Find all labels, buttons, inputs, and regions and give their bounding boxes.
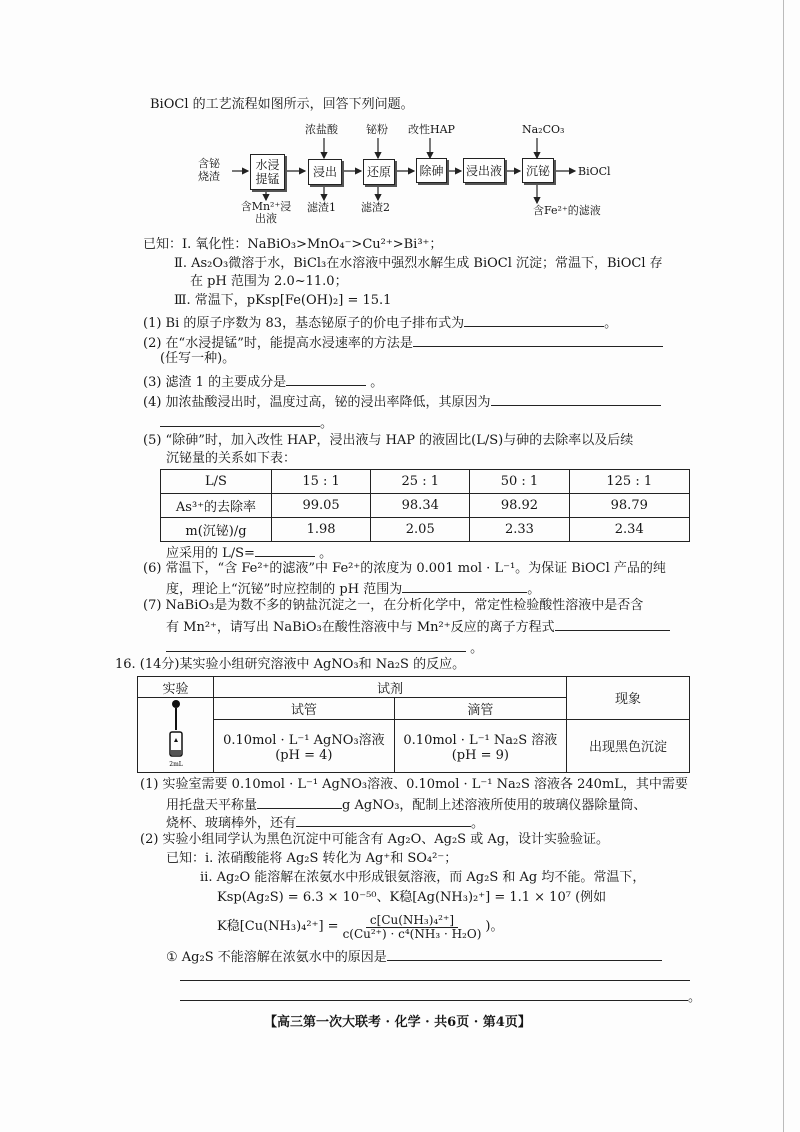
question-2-note: (任写一种)。 bbox=[160, 351, 236, 366]
row-label: As³⁺的去除率 bbox=[161, 494, 272, 518]
answer-blank[interactable] bbox=[296, 812, 471, 827]
question-6: (6) 常温下，“含 Fe²⁺的滤液”中 Fe²⁺的浓度为 0.001 mol · L⁻¹。为保证 BiOCl 产品的纯 bbox=[143, 561, 666, 576]
table-header-row bbox=[161, 470, 690, 494]
question-6-cont: 度，理论上“沉铋”时应控制的 pH 范围为 。 bbox=[166, 578, 540, 599]
q16-part-1-cont2: 烧杯、玻璃棒外，还有 。 bbox=[166, 812, 484, 833]
header-experiment: 实验 bbox=[138, 677, 214, 698]
answer-blank[interactable] bbox=[413, 332, 663, 347]
table-cell: 2.34 bbox=[569, 518, 689, 542]
output-residue-1: 滤渣1 bbox=[307, 201, 336, 214]
answer-blank[interactable] bbox=[464, 312, 604, 327]
table-cell: 98.79 bbox=[569, 494, 689, 518]
q16-question-1: ① Ag₂S 不能溶解在浓氨水中的原因是 bbox=[166, 946, 662, 967]
flow-step-leachate: 浸出液 bbox=[463, 158, 505, 183]
table-cell: 99.05 bbox=[272, 494, 371, 518]
flow-input: 含铋 烧渣 bbox=[198, 157, 220, 183]
answer-blank[interactable] bbox=[555, 616, 670, 631]
q16-known-i: 已知：ⅰ. 浓硝酸能将 Ag₂S 转化为 Ag⁺和 SO₄²⁻； bbox=[166, 851, 458, 866]
answer-blank[interactable] bbox=[160, 412, 320, 427]
known-1: 已知：Ⅰ. 氧化性：NaBiO₃>MnO₄⁻>Cu²⁺>Bi³⁺； bbox=[143, 237, 443, 252]
question-2: (2) 在“水浸提锰”时，能提高水浸速率的方法是 bbox=[143, 332, 663, 353]
table-header-row bbox=[138, 677, 690, 698]
answer-line bbox=[180, 966, 690, 987]
flow-step-precipitate-bi: 沉铋 bbox=[522, 158, 554, 183]
dropper-reagent: 0.10mol · L⁻¹ Na₂S 溶液 (pH = 9) bbox=[394, 719, 566, 772]
dropper-tube-icon bbox=[161, 698, 191, 768]
answer-blank[interactable] bbox=[166, 637, 466, 652]
question-1: (1) Bi 的原子序数为 83，基态铋原子的价电子排布式为 。 bbox=[143, 312, 617, 333]
header-test-tube: 试管 bbox=[214, 698, 395, 720]
q16-part-1-cont: 用托盘天平称量 g AgNO₃，配制上述溶液所使用的玻璃仪器除量筒、 bbox=[166, 794, 646, 815]
header-cell: L/S bbox=[161, 470, 272, 494]
question-16-title: 16. (14分)某实验小组研究溶液中 AgNO₃和 Na₂S 的反应。 bbox=[115, 657, 466, 672]
question-4-cont: 。 bbox=[160, 412, 333, 433]
question-5: (5) “除砷”时，加入改性 HAP，浸出液与 HAP 的液固比(L/S)与砷的去除率以及后续 bbox=[143, 433, 634, 448]
reagent-bi-powder: 铋粉 bbox=[366, 123, 388, 136]
flow-product: BiOCl bbox=[578, 165, 611, 178]
answer-blank[interactable] bbox=[257, 794, 342, 809]
answer-blank[interactable] bbox=[286, 371, 366, 386]
table-cell: 2.05 bbox=[371, 518, 470, 542]
question-4: (4) 加浓盐酸浸出时，温度过高，铋的浸出率降低，其原因为 bbox=[143, 391, 661, 412]
table-cell: 2.33 bbox=[470, 518, 569, 542]
answer-blank[interactable] bbox=[255, 542, 315, 557]
tube-reagent: 0.10mol · L⁻¹ AgNO₃溶液 (pH = 4) bbox=[214, 719, 395, 772]
q16-stability-formula: K稳[Cu(NH₃)₄²⁺] = $\frac{\text{c[Cu(NH₃)₄²⁺]}}{\text{c(Cu²⁺) · c⁴(NH₃ · H₂O)}}$ )。 bbox=[217, 912, 504, 941]
flow-step-reduce: 还原 bbox=[363, 159, 395, 185]
experiment-table bbox=[137, 676, 690, 773]
table-cell: 98.34 bbox=[371, 494, 470, 518]
known-2: Ⅱ. As₂O₃微溶于水，BiCl₃在水溶液中强烈水解生成 BiOCl 沉淀；常温下，BiOCl 存 bbox=[174, 256, 663, 271]
table-row bbox=[161, 518, 690, 542]
output-fe-filtrate: 含Fe²⁺的滤液 bbox=[533, 204, 601, 217]
question-7-cont2: 。 bbox=[166, 637, 483, 658]
header-cell: 50 : 1 bbox=[470, 470, 569, 494]
table-row bbox=[161, 494, 690, 518]
header-phenomenon: 现象 bbox=[567, 677, 690, 720]
q16-constants: Ksp(Ag₂S) = 6.3 × 10⁻⁵⁰、K稳[Ag(NH₃)₂⁺] = 1.1 × 10⁷ (例如 bbox=[217, 890, 607, 905]
known-2-cont: 在 pH 范围为 2.0~11.0； bbox=[190, 274, 348, 289]
table-cell: 1.98 bbox=[272, 518, 371, 542]
answer-blank[interactable] bbox=[491, 391, 661, 406]
question-5-answer: 应采用的 L/S= 。 bbox=[166, 542, 332, 563]
header-cell: 15 : 1 bbox=[272, 470, 371, 494]
question-3: (3) 滤渣 1 的主要成分是 。 bbox=[143, 371, 383, 392]
header-cell: 25 : 1 bbox=[371, 470, 470, 494]
answer-blank[interactable] bbox=[180, 986, 688, 1001]
q16-part-1: (1) 实验室需要 0.10mol · L⁻¹ AgNO₃溶液、0.10mol · L⁻¹ Na₂S 溶液各 240mL，其中需要 bbox=[140, 777, 688, 792]
reagent-hap: 改性HAP bbox=[408, 123, 455, 136]
header-reagent: 试剂 bbox=[214, 677, 567, 698]
answer-line: 。 bbox=[180, 986, 701, 1007]
question-5-cont: 沉铋量的关系如下表： bbox=[166, 451, 297, 466]
ls-ratio-table bbox=[160, 469, 690, 542]
question-7: (7) NaBiO₃是为数不多的钠盐沉淀之一，在分析化学中，常定性检验酸性溶液中是否含 bbox=[143, 598, 644, 613]
phenomenon-cell: 出现黑色沉淀 bbox=[567, 719, 690, 772]
fraction: $\frac{\text{c[Cu(NH₃)₄²⁺]}}{\text{c(Cu²⁺) · c⁴(NH₃ · H₂O)}}$ bbox=[342, 912, 482, 941]
known-3: Ⅲ. 常温下，pKsp[Fe(OH)₂] = 15.1 bbox=[174, 293, 392, 308]
answer-blank[interactable] bbox=[387, 946, 662, 961]
flow-step-remove-arsenic: 除砷 bbox=[416, 158, 447, 183]
flow-step-leach: 浸出 bbox=[308, 159, 342, 185]
flow-arrows bbox=[0, 0, 800, 240]
q16-part-2: (2) 实验小组同学认为黑色沉淀中可能含有 Ag₂O、Ag₂S 或 Ag，设计实验验证。 bbox=[140, 832, 610, 847]
row-label: m(沉铋)/g bbox=[161, 518, 272, 542]
dropper-tube-illustration bbox=[138, 698, 214, 773]
flow-step-water-leach: 水浸提锰 bbox=[250, 154, 285, 190]
reagent-hcl: 浓盐酸 bbox=[305, 123, 338, 136]
header-dropper: 滴管 bbox=[394, 698, 566, 720]
header-cell: 125 : 1 bbox=[569, 470, 689, 494]
output-residue-2: 滤渣2 bbox=[361, 201, 390, 214]
question-7-cont: 有 Mn²⁺，请写出 NaBiO₃在酸性溶液中与 Mn²⁺反应的离子方程式 bbox=[166, 616, 670, 637]
table-cell: 98.92 bbox=[470, 494, 569, 518]
reagent-na2co3: Na₂CO₃ bbox=[522, 123, 565, 136]
answer-blank[interactable] bbox=[402, 578, 527, 593]
intro-text: BiOCl 的工艺流程如图所示，回答下列问题。 bbox=[150, 97, 414, 112]
svg-text:2mL: 2mL bbox=[168, 761, 183, 768]
q16-known-ii: ⅱ. Ag₂O 能溶解在浓氨水中形成银氨溶液，而 Ag₂S 和 Ag 均不能。常温下， bbox=[200, 870, 646, 885]
page-footer: 【高三第一次大联考 · 化学 · 共6页 · 第4页】 bbox=[264, 1015, 531, 1030]
table-row bbox=[138, 719, 690, 772]
output-mn-leachate: 含Mn²⁺浸出液 bbox=[240, 200, 292, 225]
answer-blank[interactable] bbox=[180, 966, 690, 981]
